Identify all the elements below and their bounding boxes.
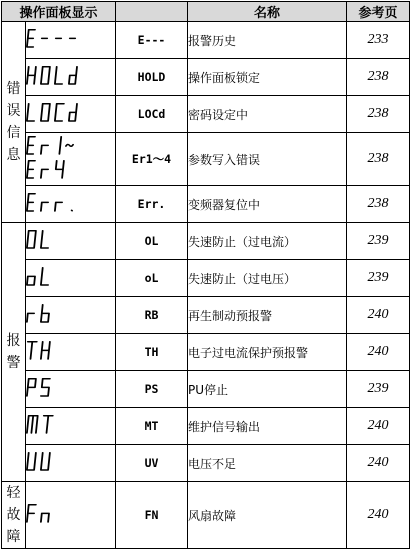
- page-cell: 233: [347, 22, 410, 59]
- name-cell: 变频器复位中: [188, 186, 347, 223]
- name-cell: 失速防止（过电压）: [188, 260, 347, 297]
- segment-glyph: [41, 342, 50, 359]
- table-row: [2, 371, 410, 408]
- segment-display-glyphs: [26, 450, 58, 476]
- table-row: [2, 133, 410, 186]
- segment-display-glyphs: [26, 64, 86, 90]
- code-cell: FN: [116, 482, 188, 549]
- code-cell: MT: [116, 408, 188, 445]
- table-row: [2, 260, 410, 297]
- segment-display-cell: [26, 133, 116, 186]
- segment-glyph: [27, 276, 35, 285]
- code-cell: UV: [116, 445, 188, 482]
- segment-display-glyphs: [26, 376, 58, 402]
- page-cell: 239: [347, 371, 410, 408]
- code-cell: HOLD: [116, 59, 188, 96]
- segment-glyph: [41, 268, 48, 285]
- table-row: [2, 297, 410, 334]
- category-cell: [2, 223, 26, 482]
- table-row: [2, 96, 410, 133]
- segment-glyph: [69, 67, 77, 84]
- name-cell: 再生制动预报警: [188, 297, 347, 334]
- code-cell: RB: [116, 297, 188, 334]
- page-cell: 238: [347, 96, 410, 133]
- segment-display-cell: [26, 371, 116, 408]
- category-char: 报: [2, 330, 25, 352]
- segment-display-cell: [26, 334, 116, 371]
- code-cell: OL: [116, 223, 188, 260]
- name-cell: 密码设定中: [188, 96, 347, 133]
- segment-glyph: [69, 104, 77, 121]
- segment-display-glyphs: [26, 339, 58, 365]
- category-cell: [2, 22, 26, 223]
- segment-display-cell: [26, 260, 116, 297]
- segment-glyph: [27, 505, 36, 522]
- code-cell: TH: [116, 334, 188, 371]
- header-panel-display: 操作面板显示: [2, 2, 116, 22]
- table-row: [2, 22, 410, 59]
- category-char: 故: [2, 504, 25, 526]
- segment-glyph: [41, 67, 50, 84]
- segment-glyph: [41, 145, 48, 154]
- segment-display-glyphs: [26, 228, 58, 254]
- name-cell: 维护信号输出: [188, 408, 347, 445]
- table-row: [2, 482, 410, 549]
- code-cell: oL: [116, 260, 188, 297]
- segment-display-cell: [26, 59, 116, 96]
- name-cell: 参数写入错误: [188, 133, 347, 186]
- segment-glyph: [41, 513, 49, 522]
- name-cell: 操作面板锁定: [188, 59, 347, 96]
- code-cell: Er1～4: [116, 133, 188, 186]
- segment-glyph: [27, 137, 35, 154]
- name-cell: PU停止: [188, 371, 347, 408]
- table-row: [2, 334, 410, 371]
- page-cell: 239: [347, 260, 410, 297]
- page-cell: 240: [347, 334, 410, 371]
- segment-display-glyphs: [26, 413, 60, 439]
- segment-glyph: [55, 104, 64, 121]
- segment-display-glyphs: [26, 191, 78, 217]
- error-code-table: [1, 1, 410, 549]
- segment-glyph: [27, 194, 35, 211]
- name-cell: 电子过电流保护预报警: [188, 334, 347, 371]
- segment-glyph: [27, 231, 36, 248]
- code-cell: LOCd: [116, 96, 188, 133]
- table-row: [2, 223, 410, 260]
- segment-display-glyphs: [26, 302, 58, 328]
- code-cell: E---: [116, 22, 188, 59]
- header-spacer: [116, 2, 188, 22]
- code-cell: PS: [116, 371, 188, 408]
- segment-glyph: [27, 379, 36, 396]
- category-char: 轻: [2, 482, 25, 504]
- segment-glyph: [41, 202, 48, 211]
- page-cell: 240: [347, 445, 410, 482]
- segment-glyph: [56, 161, 64, 178]
- category-char: 错: [2, 78, 25, 100]
- segment-display-cell: [26, 186, 116, 223]
- header-row: [2, 2, 410, 22]
- code-cell: Err.: [116, 186, 188, 223]
- category-char: 息: [2, 144, 25, 166]
- segment-display-cell: [26, 297, 116, 334]
- segment-display-cell: [26, 482, 116, 549]
- page-cell: 238: [347, 59, 410, 96]
- segment-glyph: [27, 416, 38, 433]
- segment-glyph: [41, 104, 50, 121]
- segment-glyph: [27, 313, 34, 322]
- category-char: 信: [2, 122, 25, 144]
- page-cell: 240: [347, 482, 410, 549]
- segment-display-cell: [26, 96, 116, 133]
- category-cell: [2, 482, 26, 549]
- header-reference-page: 参考页: [347, 2, 410, 22]
- segment-glyph: [41, 231, 48, 248]
- name-cell: 失速防止（过电流）: [188, 223, 347, 260]
- page-cell: 238: [347, 133, 410, 186]
- name-cell: 电压不足: [188, 445, 347, 482]
- segment-glyph: [55, 202, 62, 211]
- segment-glyph: [66, 144, 73, 146]
- segment-glyph: [59, 137, 61, 154]
- segment-display-cell: [26, 223, 116, 260]
- table-row: [2, 186, 410, 223]
- segment-glyph: [41, 453, 50, 470]
- segment-display-glyphs: [26, 27, 86, 53]
- segment-display-glyphs: [26, 502, 58, 528]
- segment-glyph: [44, 416, 53, 433]
- segment-display-glyphs: [26, 134, 80, 184]
- category-char: 警: [2, 352, 25, 374]
- name-cell: 风扇故障: [188, 482, 347, 549]
- segment-glyph: [27, 161, 35, 178]
- segment-display-cell: [26, 22, 116, 59]
- header-name: 名称: [188, 2, 347, 22]
- page-cell: 240: [347, 297, 410, 334]
- segment-display-glyphs: [26, 265, 58, 291]
- segment-glyph: [41, 379, 50, 396]
- category-char: 障: [2, 526, 25, 548]
- segment-glyph: [41, 305, 49, 322]
- segment-glyph: [55, 67, 62, 84]
- segment-display-cell: [26, 408, 116, 445]
- category-char: 误: [2, 100, 25, 122]
- page-cell: 240: [347, 408, 410, 445]
- segment-glyph: [27, 30, 35, 47]
- table-row: [2, 59, 410, 96]
- segment-glyph: [28, 342, 37, 359]
- name-cell: 报警历史: [188, 22, 347, 59]
- page-cell: 239: [347, 223, 410, 260]
- segment-glyph: [27, 67, 36, 84]
- segment-glyph: [27, 104, 34, 121]
- segment-glyph: [27, 453, 36, 470]
- segment-glyph: [41, 169, 48, 178]
- page-cell: 238: [347, 186, 410, 223]
- table-row: [2, 408, 410, 445]
- segment-display-glyphs: [26, 101, 86, 127]
